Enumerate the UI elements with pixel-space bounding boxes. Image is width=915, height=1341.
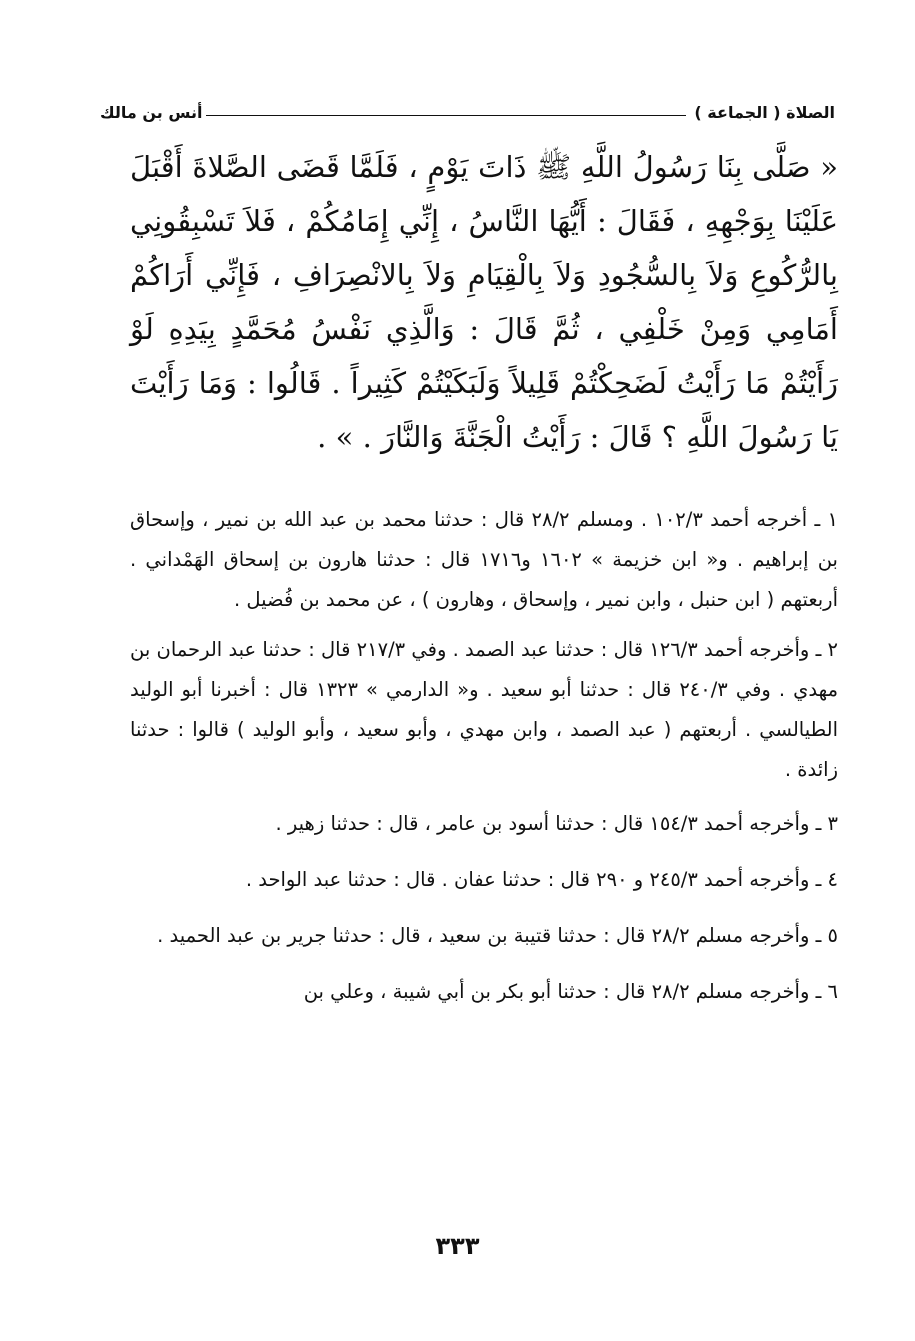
- footnote-4: ٤ ـ وأخرجه أحمد ٢٤٥/٣ و ٢٩٠ قال : حدثنا عفان . قال : حدثنا عبد الواحد .: [245, 868, 838, 891]
- footnotes: [130, 500, 838, 1024]
- footnote-3: ٣ ـ وأخرجه أحمد ١٥٤/٣ قال : حدثنا أسود بن عامر ، قال : حدثنا زهير .: [275, 812, 838, 835]
- footnote-2: ٢ ـ وأخرجه أحمد ١٢٦/٣ قال : حدثنا عبد الصمد . وفي ٢١٧/٣ قال : حدثنا عبد الرحمان بن مهدي . وفي ٢٤٠/٣ قال : حدثنا أبو سعيد . و« الدارمي » ١٣٢٣ قال : أخبرنا أبو الوليد الطيالسي . أربعتهم ( عبد الصمد ، وابن مهدي ، وأبو سعيد ، وأبو الوليد ) قالوا : حدثنا زائدة .: [130, 638, 839, 781]
- chapter-title: الصلاة ( الجماعة ): [694, 103, 835, 122]
- page-number: ٣٣٣: [435, 1232, 480, 1260]
- footnote-6: ٦ ـ وأخرجه مسلم ٢٨/٢ قال : حدثنا أبو بكر بن أبي شيبة ، وعلي بن: [303, 980, 838, 1003]
- footnote-5: ٥ ـ وأخرجه مسلم ٢٨/٢ قال : حدثنا قتيبة بن سعيد ، قال : حدثنا جرير بن عبد الحميد .: [157, 924, 838, 947]
- hadith-text: « صَلَّى بِنَا رَسُولُ اللَّهِ ﷺ ذَاتَ يَوْمٍ ، فَلَمَّا قَضَى الصَّلاةَ أَقْبَلَ عَلَيْنَا بِوَجْهِهِ ، فَقَالَ : أَيُّهَا النَّاسُ ، إِنِّي إِمَامُكُمْ ، فَلاَ تَسْبِقُونِي بِالرُّكُوعِ وَلاَ بِالسُّجُودِ وَلاَ بِالْقِيَامِ وَلاَ بِالانْصِرَافِ ، فَإِنِّي أَرَاكُمْ أَمَامِي وَمِنْ خَلْفِي ، ثُمَّ قَالَ : وَالَّذِي نَفْسُ مُحَمَّدٍ بِيَدِهِ لَوْ رَأَيْتُمْ مَا رَأَيْتُ لَضَحِكْتُمْ قَلِيلاً وَلَبَكَيْتُمْ كَثِيراً . قَالُوا : وَمَا رَأَيْتَ يَا رَسُولَ اللَّهِ ؟ قَالَ : رَأَيْتُ الْجَنَّةَ وَالنَّارَ . » .: [130, 150, 838, 454]
- running-header: [100, 92, 835, 122]
- narrator-title: أنس بن مالك: [100, 103, 203, 122]
- footnote-1: ١ ـ أخرجه أحمد ١٠٢/٣ . ومسلم ٢٨/٢ قال : حدثنا محمد بن عبد الله بن نمير ، وإسحاق بن إبراهيم . و« ابن خزيمة » ١٦٠٢ و١٧١٦ قال : حدثنا هارون بن إسحاق الهَمْداني . أربعتهم ( ابن حنبل ، وابن نمير ، وإسحاق ، وهارون ) ، عن محمد بن فُضيل .: [130, 508, 838, 611]
- header-rule: [206, 115, 686, 116]
